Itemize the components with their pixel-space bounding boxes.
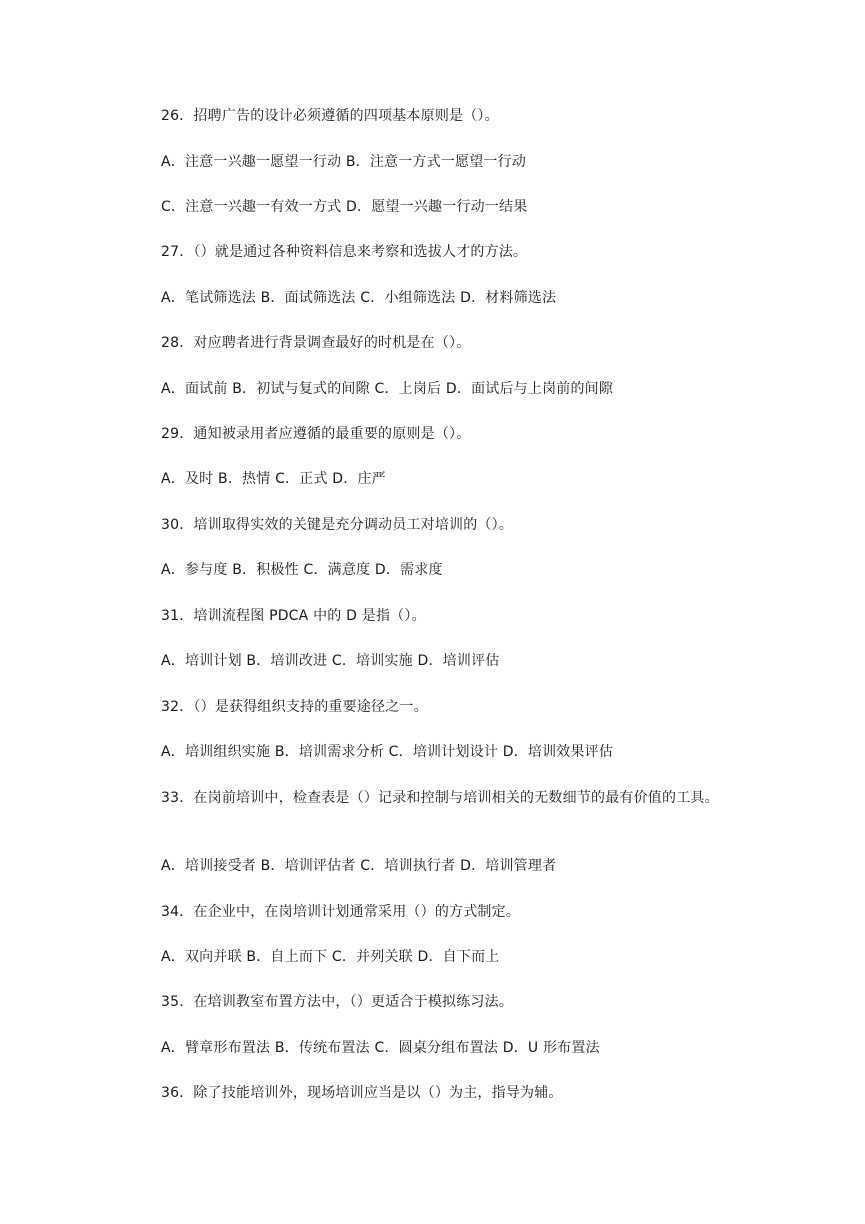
options-32: A．培训组织实施 B．培训需求分析 C．培训计划设计 D．培训效果评估: [161, 744, 614, 760]
question-29: 29．通知被录用者应遵循的最重要的原则是（）。: [161, 426, 471, 442]
question-36: 36．除了技能培训外，现场培训应当是以（）为主，指导为辅。: [161, 1085, 563, 1101]
question-28: 28．对应聘者进行背景调查最好的时机是在（）。: [161, 335, 471, 351]
options-35: A．臂章形布置法 B．传统布置法 C．圆桌分组布置法 D．U 形布置法: [161, 1040, 600, 1056]
options-34: A．双向并联 B．自上而下 C．并列关联 D．自下而上: [161, 949, 500, 965]
options-33: A．培训接受者 B．培训评估者 C．培训执行者 D．培训管理者: [161, 858, 557, 874]
question-33: 33．在岗前培训中，检查表是（）记录和控制与培训相关的无数细节的最有价值的工具。: [161, 790, 719, 806]
question-30: 30．培训取得实效的关键是充分调动员工对培训的（）。: [161, 517, 514, 533]
question-32: 32．（）是获得组织支持的重要途径之一。: [161, 699, 428, 715]
question-31: 31．培训流程图 PDCA 中的 D 是指（）。: [161, 608, 426, 624]
options-26-cd: C．注意一兴趣一有效一方式 D．愿望一兴趣一行动一结果: [161, 199, 528, 215]
options-31: A．培训计划 B．培训改进 C．培训实施 D．培训评估: [161, 653, 500, 669]
options-29: A．及时 B．热情 C．正式 D．庄严: [161, 471, 386, 487]
question-27: 27．（）就是通过各种资料信息来考察和选拔人才的方法。: [161, 244, 528, 260]
question-26: 26．招聘广告的设计必须遵循的四项基本原则是（）。: [161, 108, 499, 124]
options-26-ab: A．注意一兴趣一愿望一行动 B．注意一方式一愿望一行动: [161, 154, 527, 170]
question-35: 35．在培训教室布置方法中，（）更适合于模拟练习法。: [161, 994, 514, 1010]
options-30: A．参与度 B．积极性 C．满意度 D．需求度: [161, 562, 443, 578]
options-28: A．面试前 B．初试与复式的间隙 C．上岗后 D．面试后与上岗前的间隙: [161, 381, 614, 397]
question-34: 34．在企业中，在岗培训计划通常采用（）的方式制定。: [161, 904, 521, 920]
options-27: A．笔试筛选法 B．面试筛选法 C．小组筛选法 D．材料筛选法: [161, 290, 557, 306]
